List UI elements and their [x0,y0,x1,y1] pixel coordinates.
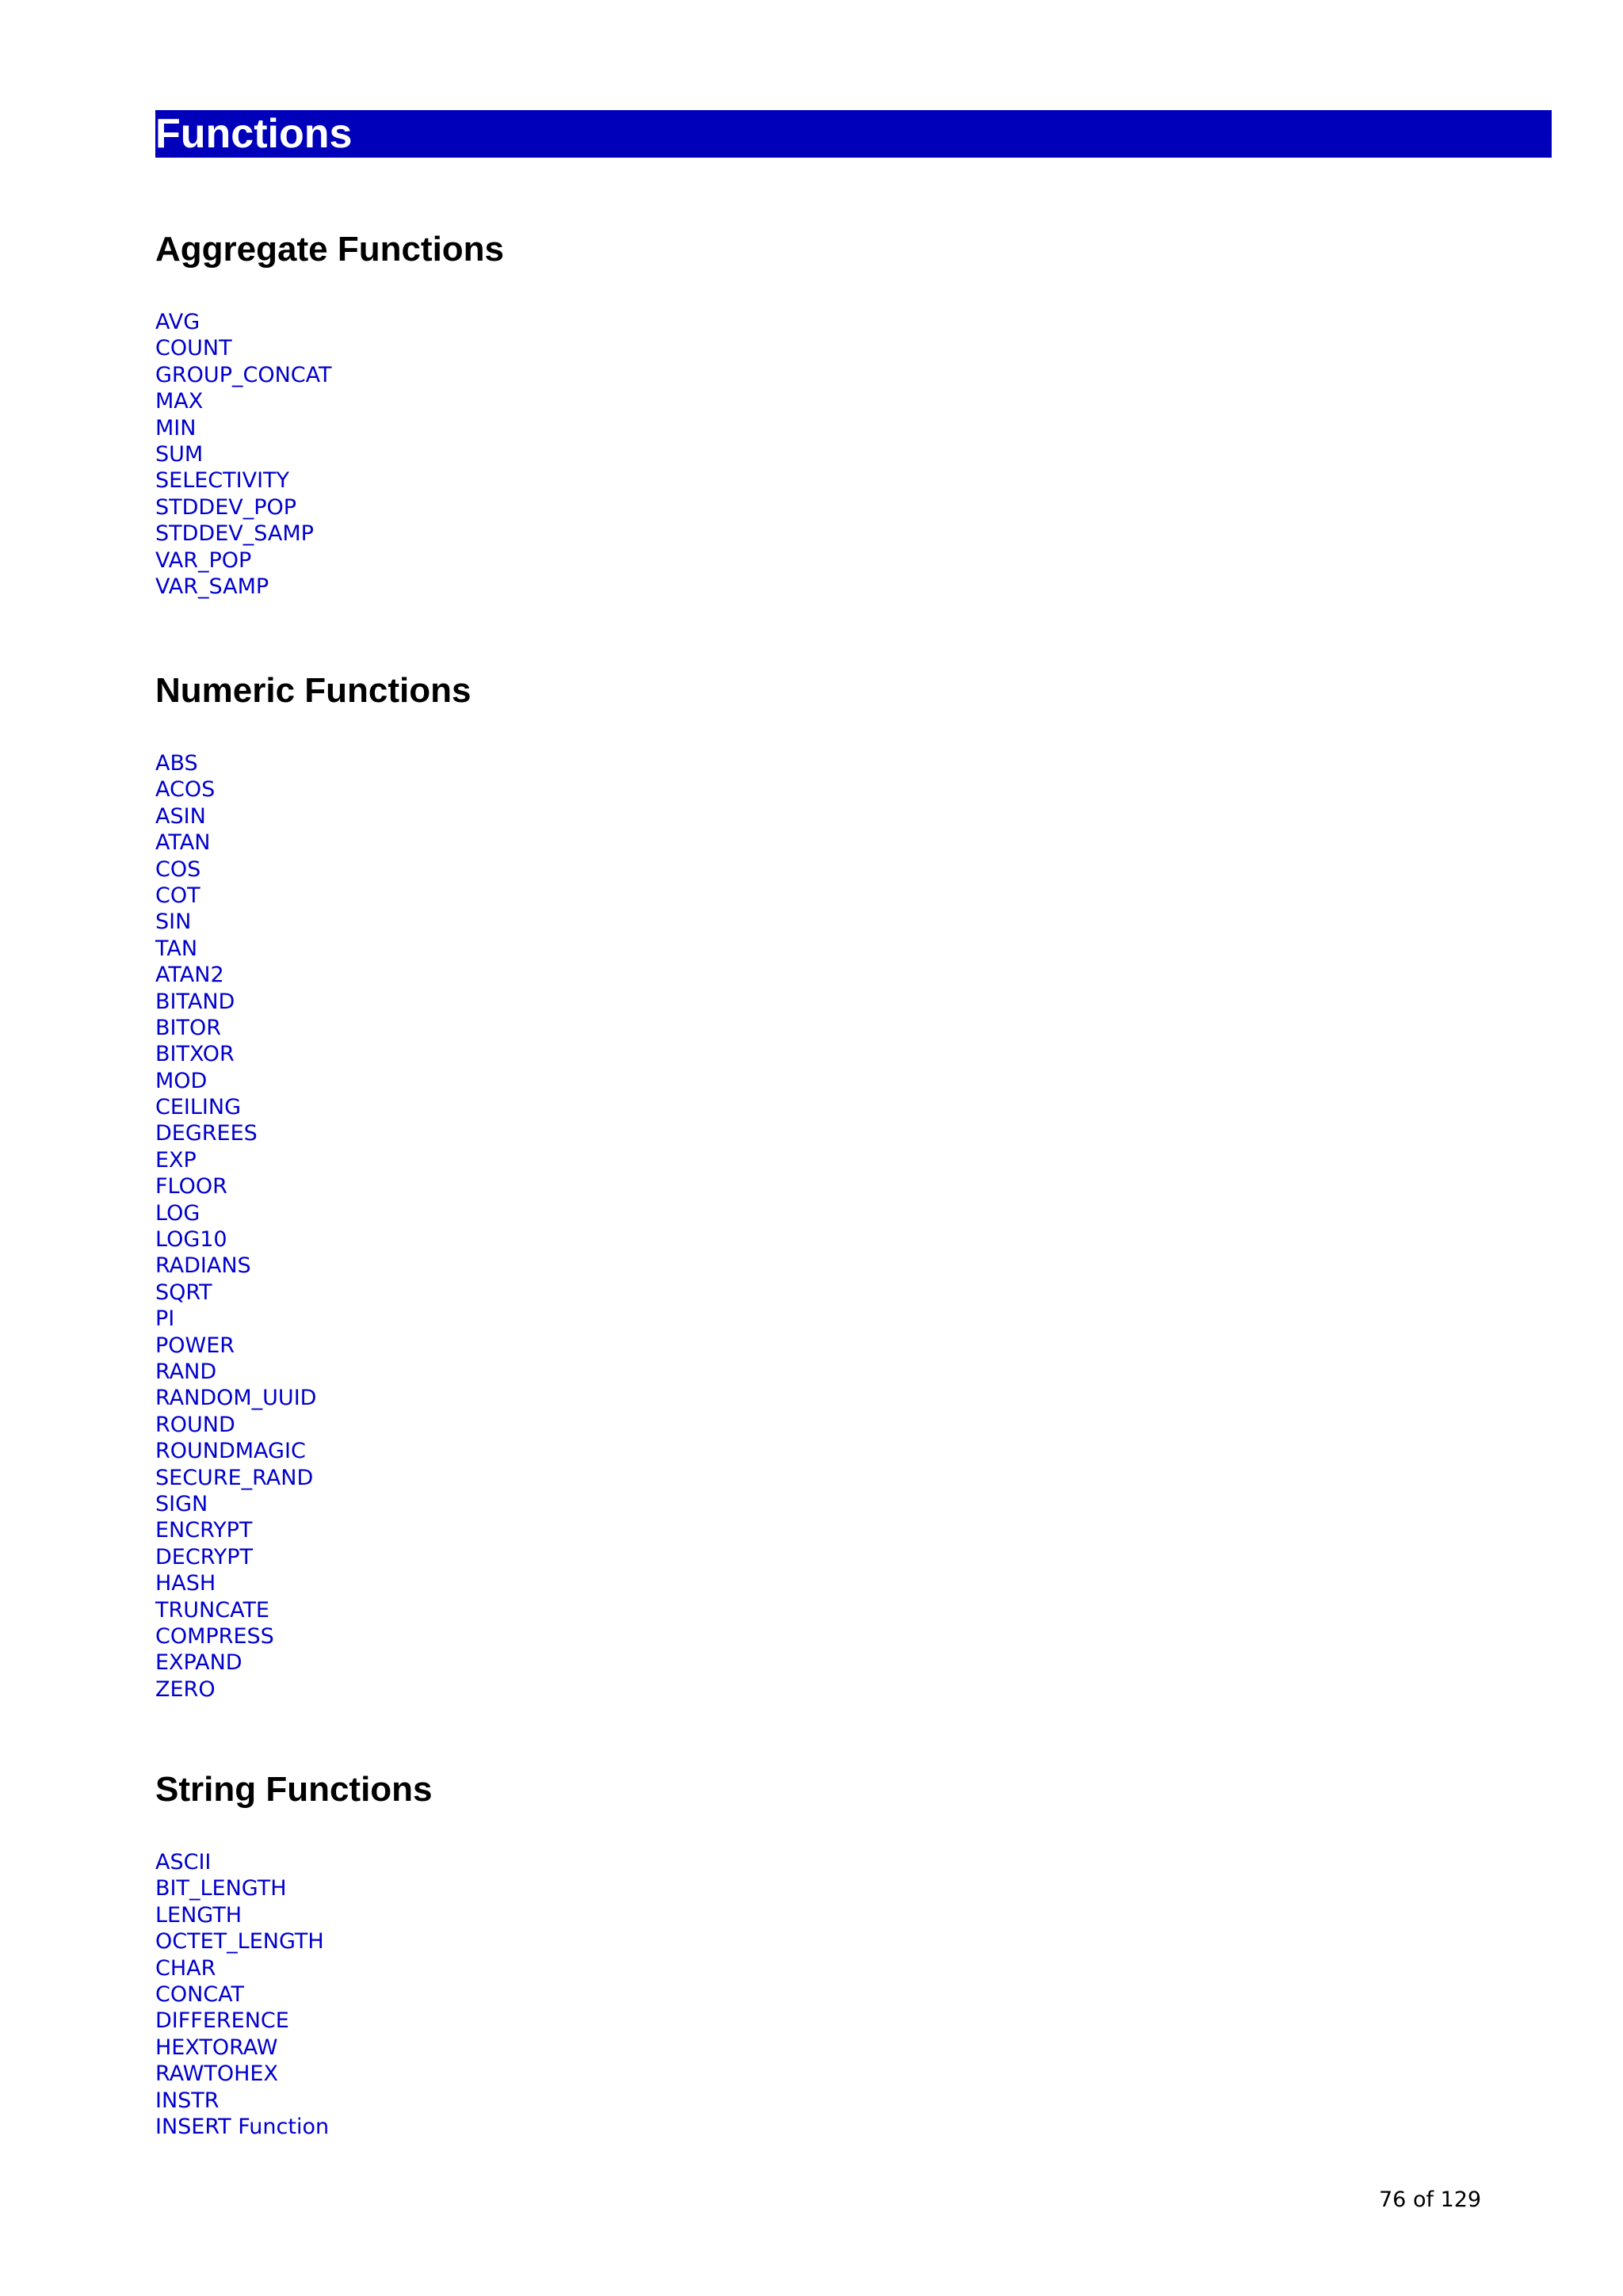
list-item [155,2088,329,2114]
function-link[interactable]: STDDEV_POP [155,494,297,520]
section-heading-aggregate: Aggregate Functions [155,230,505,269]
function-link[interactable]: LOG [155,1200,200,1226]
function-link[interactable]: CHAR [155,1955,216,1981]
function-link[interactable]: TAN [155,936,198,961]
function-link[interactable]: VAR_POP [155,547,252,573]
function-link[interactable]: MOD [155,1068,208,1093]
page-title: Functions [155,110,1552,158]
function-link[interactable]: RAWTOHEX [155,2061,278,2087]
function-link[interactable]: MIN [155,415,197,441]
list-item [155,1544,316,1570]
function-link[interactable]: BITOR [155,1015,221,1040]
list-item [155,830,316,856]
function-link[interactable]: ATAN2 [155,963,224,988]
function-link[interactable]: INSTR [155,2088,220,2113]
function-link[interactable]: COS [155,856,201,882]
list-item [155,467,332,494]
function-link[interactable]: ASIN [155,803,206,829]
function-link[interactable]: SELECTIVITY [155,468,290,494]
section-heading-numeric: Numeric Functions [155,671,472,710]
list-item [155,909,316,935]
list-item [155,856,316,883]
list-item [155,494,332,521]
function-link[interactable]: INSERT Function [155,2114,330,2139]
list-item [155,1015,316,1041]
function-link[interactable]: RADIANS [155,1253,251,1279]
list-item [155,883,316,909]
function-link[interactable]: ROUNDMAGIC [155,1439,306,1464]
list-item [155,1280,316,1306]
function-link[interactable]: TRUNCATE [155,1597,269,1623]
function-link[interactable]: EXP [155,1147,197,1173]
list-item [155,1875,329,1901]
page-number: 76 of 129 [1379,2187,1482,2212]
list-item [155,547,332,574]
function-link[interactable]: HEXTORAW [155,2035,278,2060]
function-link[interactable]: SUM [155,441,204,467]
function-link[interactable]: OCTET_LENGTH [155,1929,324,1955]
function-link[interactable]: EXPAND [155,1650,242,1676]
list-item [155,936,316,962]
function-link[interactable]: DIFFERENCE [155,2008,289,2034]
list-item [155,1412,316,1438]
list-item [155,1676,316,1703]
list-item [155,1981,329,2008]
function-link[interactable]: VAR_SAMP [155,574,269,599]
function-link[interactable]: HASH [155,1571,216,1596]
list-item [155,1226,316,1253]
function-link[interactable]: GROUP_CONCAT [155,362,332,387]
function-link[interactable]: ASCII [155,1850,212,1875]
function-link[interactable]: RAND [155,1359,217,1384]
list-item [155,1465,316,1491]
function-link[interactable]: LOG10 [155,1227,227,1253]
function-link[interactable]: ABS [155,751,198,776]
function-link[interactable]: ENCRYPT [155,1518,253,1543]
list-item [155,441,332,467]
function-link[interactable]: POWER [155,1333,235,1358]
list-item [155,1491,316,1517]
function-link[interactable]: RANDOM_UUID [155,1386,317,1411]
list-item [155,1902,329,1928]
function-link[interactable]: SECURE_RAND [155,1465,314,1490]
function-link[interactable]: CEILING [155,1095,241,1120]
list-item [155,1597,316,1623]
list-item [155,2035,329,2061]
list-item [155,521,332,547]
function-link[interactable]: LENGTH [155,1902,242,1928]
function-link[interactable]: COMPRESS [155,1623,274,1649]
list-item [155,803,316,830]
function-link[interactable]: AVG [155,310,200,334]
function-link[interactable]: PI [155,1306,175,1332]
list-item [155,415,332,441]
list-item [155,1068,316,1094]
list-item [155,989,316,1015]
function-link[interactable]: ROUND [155,1412,235,1437]
list-item [155,574,332,600]
list-item [155,2114,329,2140]
list-item [155,1438,316,1464]
function-link[interactable]: MAX [155,389,204,414]
function-link[interactable]: DECRYPT [155,1544,254,1569]
list-item [155,1623,316,1650]
list-item [155,1253,316,1279]
function-link[interactable]: STDDEV_SAMP [155,521,314,547]
list-item [155,1306,316,1332]
list-item [155,1650,316,1676]
function-link[interactable]: ZERO [155,1676,216,1702]
list-item [155,1094,316,1120]
list-item [155,1955,329,1981]
list-item [155,388,332,414]
list-item [155,962,316,988]
list-item [155,1173,316,1199]
list-item [155,309,332,335]
function-link[interactable]: BITAND [155,989,235,1014]
numeric-function-list [155,750,316,1703]
list-item [155,1928,329,1955]
function-link[interactable]: CONCAT [155,1981,245,2007]
list-item [155,335,332,361]
string-function-list [155,1849,329,2140]
section-heading-string: String Functions [155,1770,433,1809]
function-link[interactable]: SQRT [155,1280,212,1305]
list-item [155,1385,316,1411]
list-item [155,1147,316,1173]
function-link[interactable]: BITXOR [155,1042,235,1067]
function-link[interactable]: SIGN [155,1491,208,1516]
list-item [155,1359,316,1385]
function-link[interactable]: BIT_LENGTH [155,1876,287,1901]
function-link[interactable]: COT [155,883,200,908]
function-link[interactable]: SIN [155,910,192,935]
list-item [155,1041,316,1067]
list-item [155,1120,316,1146]
function-link[interactable]: ACOS [155,777,216,803]
function-link[interactable]: FLOOR [155,1174,227,1199]
function-link[interactable]: ATAN [155,830,211,856]
function-link[interactable]: COUNT [155,336,232,361]
list-item [155,1200,316,1226]
list-item [155,362,332,388]
list-item [155,2008,329,2034]
list-item [155,1570,316,1596]
list-item [155,2061,329,2087]
list-item [155,1333,316,1359]
list-item [155,750,316,776]
aggregate-function-list [155,309,332,600]
list-item [155,776,316,803]
list-item [155,1849,329,1875]
function-link[interactable]: DEGREES [155,1121,258,1146]
list-item [155,1517,316,1543]
